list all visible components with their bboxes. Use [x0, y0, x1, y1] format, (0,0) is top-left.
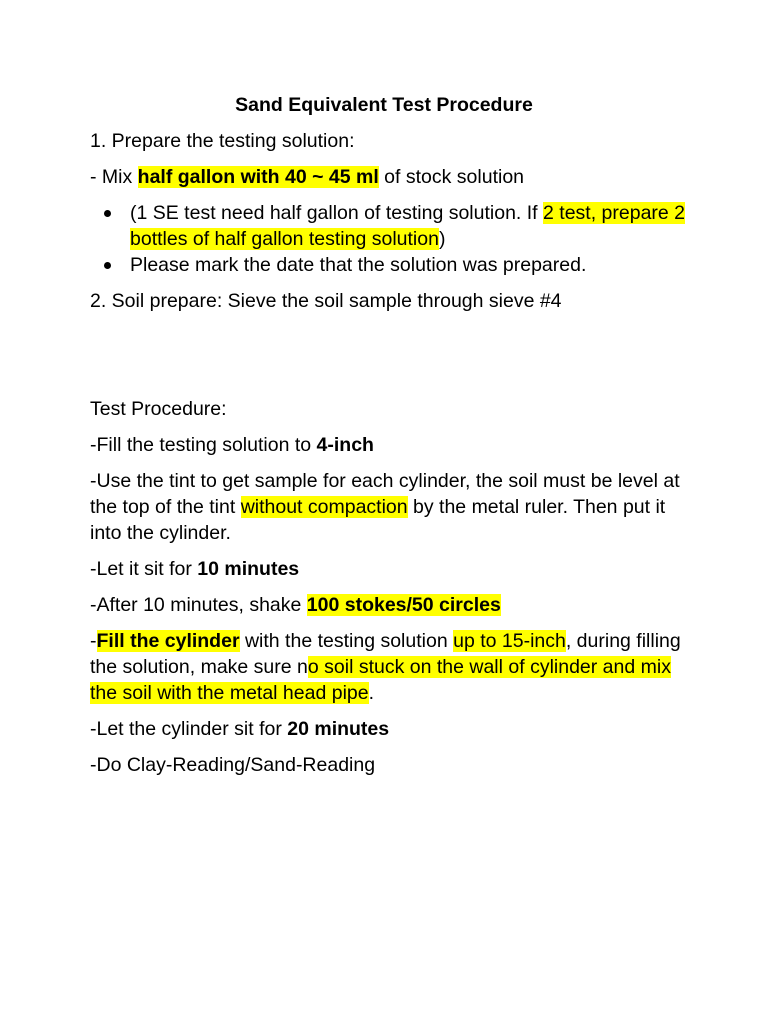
step-2-heading: 2. Soil prepare: Sieve the soil sample through sieve #4	[90, 290, 562, 312]
sit-bold: 10 minutes	[197, 558, 300, 580]
fill-step	[90, 432, 690, 458]
fill-cylinder-mid-2: , during filling the solution, make sure n	[90, 630, 681, 678]
bullet-1-suffix: )	[438, 228, 446, 250]
bullet-icon	[104, 262, 111, 269]
fill-cylinder-dash: -	[90, 630, 97, 652]
bullet-1-prefix: (1 SE test need half gallon of testing solution. If	[130, 202, 544, 224]
procedure-heading: Test Procedure:	[90, 398, 227, 420]
fill-cylinder-mid: with the testing solution	[239, 630, 454, 652]
list-item	[90, 252, 690, 278]
spacer	[90, 324, 690, 396]
mix-suffix: of stock solution	[378, 166, 525, 188]
sit-2-step	[90, 716, 690, 742]
tint-step	[90, 468, 690, 546]
shake-prefix: -After 10 minutes, shake	[90, 594, 307, 616]
bullet-1-highlight: 2 test, prepare 2 bottles of half gallon testing solution	[130, 202, 686, 250]
mix-highlight: half gallon with 40 ~ 45 ml	[137, 166, 379, 188]
tint-highlight: without compaction	[240, 496, 408, 518]
bullet-list	[90, 200, 690, 278]
sit-prefix: -Let it sit for	[90, 558, 198, 580]
bullet-icon	[104, 210, 111, 217]
fill-cylinder-highlight: Fill the cylinder	[96, 630, 240, 652]
sit-step	[90, 556, 690, 582]
fill-cylinder-step	[90, 628, 690, 706]
document-body	[90, 92, 690, 788]
fill-bold: 4-inch	[316, 434, 374, 456]
tint-prefix: -Use the tint to get sample for each cylinder, the soil must be level at the top of the tint	[90, 470, 680, 518]
fill-cylinder-highlight-1: up to 15-inch	[453, 630, 566, 652]
document-title: Sand Equivalent Test Procedure	[235, 94, 533, 116]
fill-cylinder-highlight-2: o soil stuck on the wall of cylinder and mix the soil with the metal head pipe	[90, 656, 671, 704]
list-item	[90, 200, 690, 252]
bullet-2-text: Please mark the date that the solution was prepared.	[130, 254, 587, 276]
fill-cylinder-end: .	[368, 682, 375, 704]
tint-suffix: by the metal ruler. Then put it into the cylinder.	[90, 496, 666, 544]
sit-2-bold: 20 minutes	[287, 718, 390, 740]
mix-prefix: - Mix	[90, 166, 138, 188]
shake-step	[90, 592, 690, 618]
step-1-heading: 1. Prepare the testing solution:	[90, 130, 355, 152]
sit-2-prefix: -Let the cylinder sit for	[90, 718, 288, 740]
mix-instruction	[90, 164, 690, 190]
shake-highlight: 100 stokes/50 circles	[306, 594, 501, 616]
fill-prefix: -Fill the testing solution to	[90, 434, 317, 456]
reading-step: -Do Clay-Reading/Sand-Reading	[90, 754, 376, 776]
